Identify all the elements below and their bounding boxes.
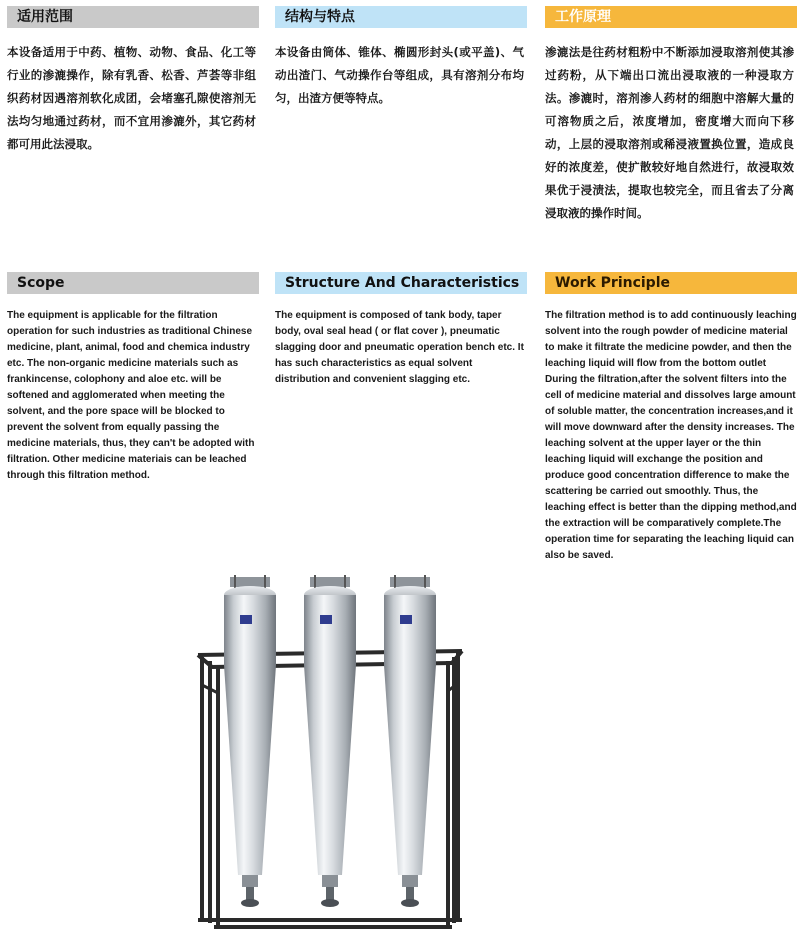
- section-principle-zh: [545, 6, 797, 225]
- section-title-structure-zh: 结构与特点: [275, 6, 527, 28]
- section-title-principle-zh: 工作原理: [545, 6, 797, 28]
- section-title-principle-en: Work Principle: [545, 272, 797, 294]
- section-text-principle-en: The filtration method is to add continuously leaching solvent into the rough powder of medicine material to make it filtrate the medicine powder, and then the leaching liquid will flow from the bottom outlet During the filtration,after the solvent filters into the cell of medicine material and dissolves large amount of soluble matter, the concentration increases,and it will move downward after the density increases. The leaching solvent at the upper layer or the thin leaching liquid will exchange the position and produce good concentration difference to make the scattering be carried out smoothly. Thus, the leaching effect is better than the dipping method,and the extraction will be comparatively complete.The operation time for separating the leaching liquid can also be saved.: [545, 310, 797, 561]
- percolation-tank-3: [384, 575, 436, 907]
- section-scope-zh: [7, 6, 259, 156]
- section-structure-zh: [275, 6, 527, 110]
- section-text-scope-en: The equipment is applicable for the filtration operation for such industries as traditional Chinese medicine, plant, animal, food and chemica industry etc. The non-organic medicine materials such as frankincense, colophony and aloe etc. will be softened and agglomerated when meeting the solvent, and the pore space will be blocked to prevent the solvent from equally passing the medicine materials, thus, they can't be adopted with filtration. Other medicine materiais can be leached through this filtration method.: [7, 310, 255, 481]
- percolation-tank-2: [304, 575, 356, 907]
- section-structure-en: [275, 272, 527, 388]
- section-text-principle-zh: 渗漉法是往药材粗粉中不断添加浸取溶剂使其渗过药粉，从下端出口流出浸取液的一种浸取方法。渗漉时，溶剂渗人药材的细胞中溶解大量的可溶物质之后，浓度增加，密度增大而向下移动，上层的浸取溶剂或稀浸液置换位置，造成良好的浓度差，使扩散较好地自然进行，故浸取效果优于浸渍法，提取也较完全，而且省去了分离浸取液的操作时间。: [545, 45, 794, 220]
- section-text-structure-en: The equipment is composed of tank body, taper body, oval seal head ( or flat cover ), pneumatic slagging door and pneumatic operation bench etc. It has such characteristics as equal solvent distribution and convenient slagging etc.: [275, 310, 524, 385]
- section-principle-en: [545, 272, 797, 564]
- section-text-scope-zh: 本设备适用于中药、植物、动物、食品、化工等行业的渗漉操作，除有乳香、松香、芦荟等非组织药材因遇溶剂软化成团，会堵塞孔隙使溶剂无法均匀地通过药材，而不宜用渗漉外，其它药材都可用此法浸取。: [7, 45, 256, 151]
- section-title-structure-en: Structure And Characteristics: [275, 272, 527, 294]
- section-scope-en: [7, 272, 259, 484]
- percolation-tank-1: [224, 575, 276, 907]
- section-title-scope-en: Scope: [7, 272, 259, 294]
- product-photo: [180, 575, 480, 935]
- section-text-structure-zh: 本设备由筒体、锥体、椭圆形封头(或平盖)、气动出渣门、气动操作台等组成，具有溶剂分布均匀，出渣方便等特点。: [275, 45, 524, 105]
- section-title-scope-zh: 适用范围: [7, 6, 259, 28]
